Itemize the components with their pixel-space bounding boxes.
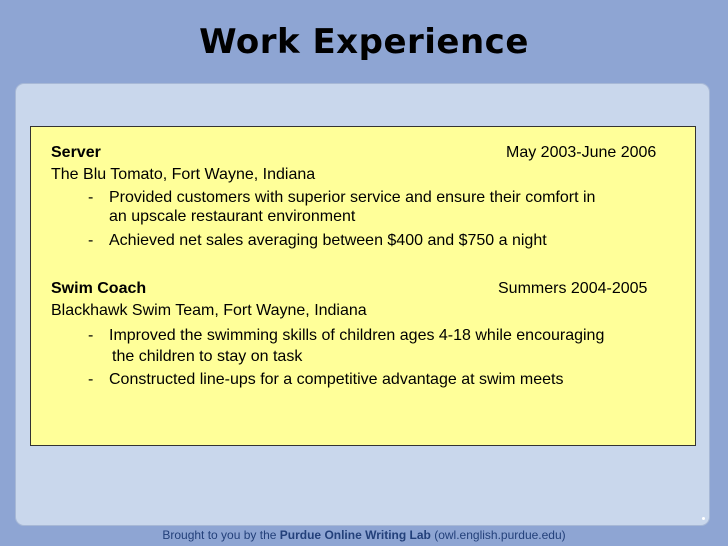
bullet-dash: - [88,189,94,206]
job-title: Server [51,144,101,161]
experience-box [30,126,696,446]
job-employer: Blackhawk Swim Team, Fort Wayne, Indiana [51,302,367,319]
bullet-text-continued: an upscale restaurant environment [109,208,356,225]
job-dates: Summers 2004-2005 [498,280,648,297]
footer-brand: Purdue Online Writing Lab [279,528,431,542]
footer-credit [0,528,728,542]
footer-suffix: (owl.english.purdue.edu) [430,528,566,542]
footer-prefix: Brought to you by the [162,528,280,542]
bullet-text: Constructed line-ups for a competitive advantage at swim meets [109,371,564,388]
job-dates: May 2003-June 2006 [506,144,657,161]
slide-title: Work Experience [199,22,529,62]
bullet-dash: - [88,232,94,249]
bullet-text: Provided customers with superior service and ensure their comfort in [109,189,596,206]
corner-dot [702,517,705,520]
bullet-dash: - [88,371,94,388]
bullet-text-continued: the children to stay on task [112,348,303,365]
bullet-text: Improved the swimming skills of children ages 4-18 while encouraging [109,327,605,344]
bullet-text: Achieved net sales averaging between $400 and $750 a night [109,232,547,249]
job-title: Swim Coach [51,280,147,297]
job-employer: The Blu Tomato, Fort Wayne, Indiana [51,166,316,183]
bullet-dash: - [88,327,94,344]
